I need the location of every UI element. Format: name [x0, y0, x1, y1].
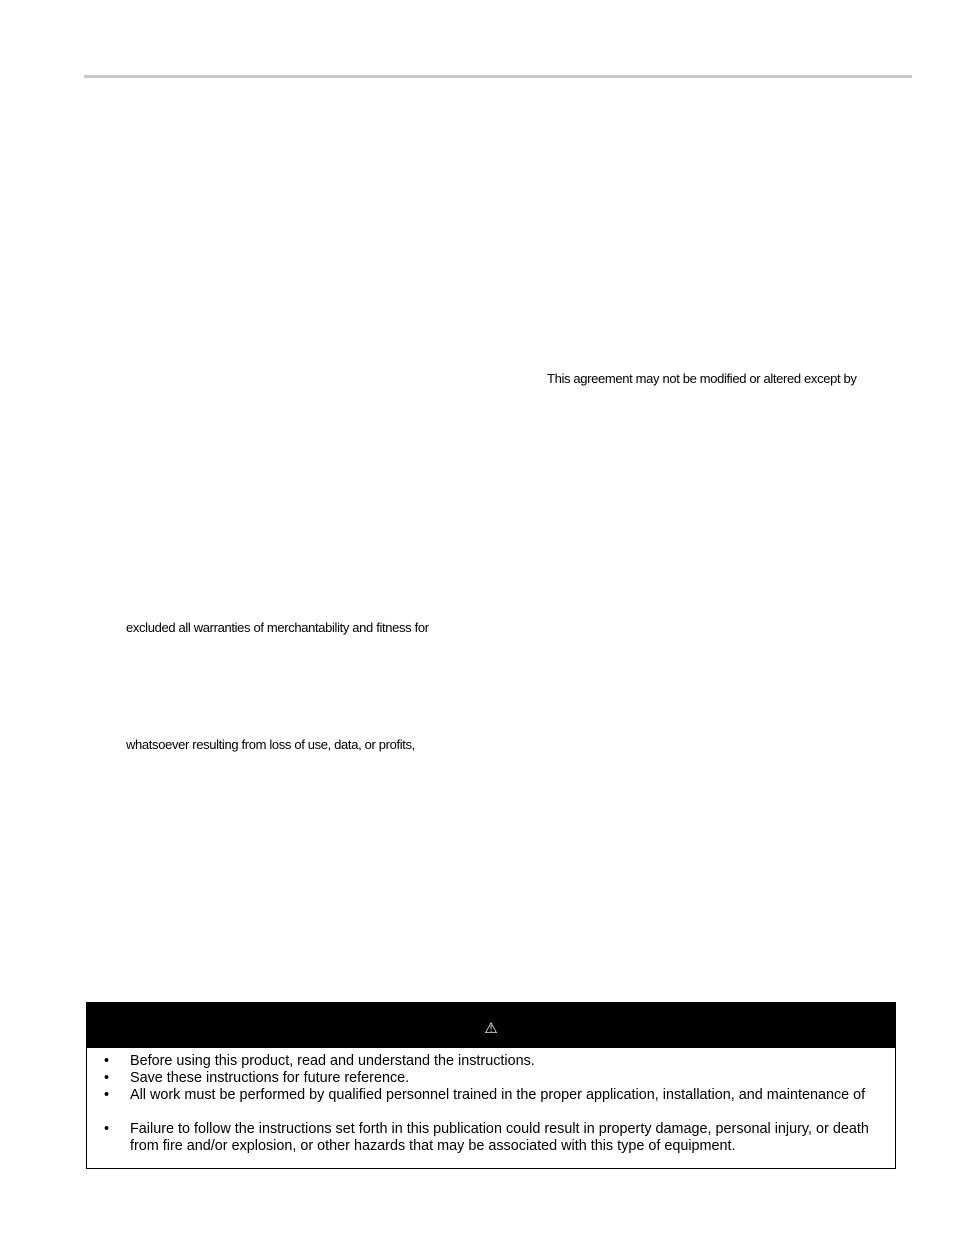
warning-header	[87, 1003, 895, 1048]
warning-item	[87, 1053, 895, 1070]
warning-item-text: Save these instructions for future reference.	[130, 1070, 410, 1086]
bullet-icon: •	[104, 1087, 110, 1103]
liability-text-fragment: whatsoever resulting from loss of use, data, or profits,	[126, 737, 415, 752]
bullet-icon: •	[104, 1121, 110, 1137]
bullet-icon: •	[104, 1053, 110, 1069]
warning-item-text: Failure to follow the instructions set forth in this publication could result in property damage, personal injury, or death from fire and/or explosion, or other hazards that may be associated with this type of equipment.	[130, 1121, 869, 1154]
warning-item	[87, 1070, 895, 1087]
warning-box	[86, 1002, 896, 1169]
top-divider-rule	[84, 75, 912, 78]
warning-list	[87, 1048, 895, 1155]
warning-triangle-icon: ⚠	[484, 1019, 498, 1037]
agreement-text-fragment: This agreement may not be modified or altered except by	[547, 371, 857, 386]
warning-item-text: Before using this product, read and understand the instructions.	[130, 1053, 535, 1069]
warning-item	[87, 1087, 895, 1104]
bullet-icon: •	[104, 1070, 110, 1086]
warning-item	[87, 1121, 895, 1155]
warning-item-text: All work must be performed by qualified personnel trained in the proper application, installation, and maintenance of	[130, 1087, 866, 1103]
warranty-text-fragment: excluded all warranties of merchantability and fitness for	[126, 620, 429, 635]
